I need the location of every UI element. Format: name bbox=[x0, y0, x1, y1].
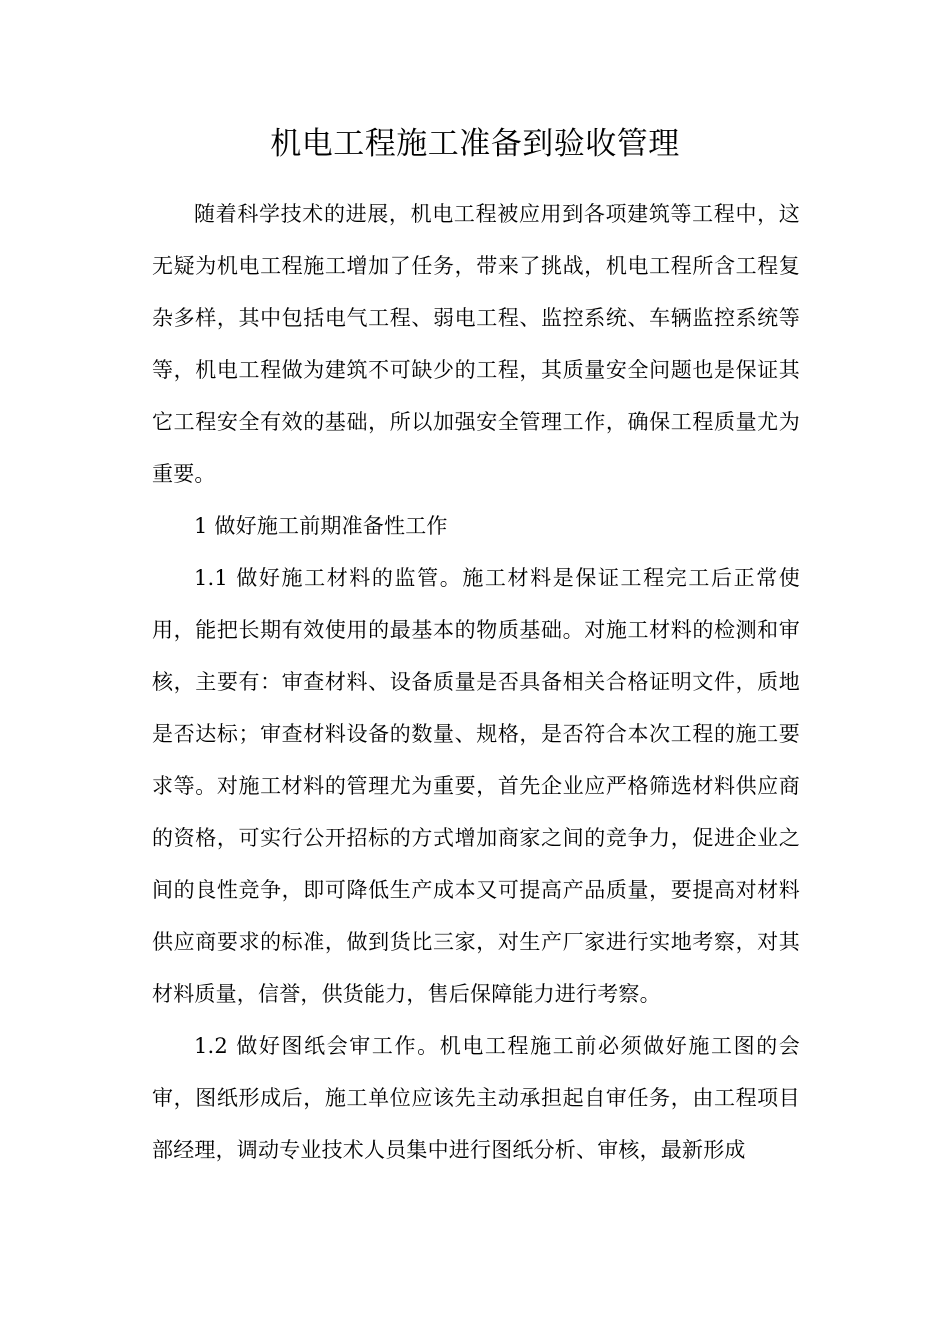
section-1-2-paragraph: 1.2 做好图纸会审工作。机电工程施工前必须做好施工图的会审，图纸形成后，施工单位应该先主动承担起自审任务，由工程项目部经理，调动专业技术人员集中进行图纸分析、审核，最新形成 bbox=[152, 1034, 800, 1162]
document-title: 机电工程施工准备到验收管理 bbox=[270, 126, 680, 162]
section-heading-1: 1 做好施工前期准备性工作 bbox=[194, 514, 448, 538]
document-body bbox=[152, 188, 800, 1176]
intro-paragraph: 随着科学技术的进展，机电工程被应用到各项建筑等工程中，这无疑为机电工程施工增加了任务，带来了挑战，机电工程所含工程复杂多样，其中包括电气工程、弱电工程、监控系统、车辆监控系统等等，机电工程做为建筑不可缺少的工程，其质量安全问题也是保证其它工程安全有效的基础，所以加强安全管理工作，确保工程质量尤为重要。 bbox=[152, 202, 800, 486]
section-1-1-paragraph: 1.1 做好施工材料的监管。施工材料是保证工程完工后正常使用，能把长期有效使用的最基本的物质基础。对施工材料的检测和审核，主要有：审查材料、设备质量是否具备相关合格证明文件，质地是否达标；审查材料设备的数量、规格，是否符合本次工程的施工要求等。对施工材料的管理尤为重要，首先企业应严格筛选材料供应商的资格，可实行公开招标的方式增加商家之间的竞争力，促进企业之间的良性竞争，即可降低生产成本又可提高产品质量，要提高对材料供应商要求的标准，做到货比三家，对生产厂家进行实地考察，对其材料质量，信誉，供货能力，售后保障能力进行考察。 bbox=[152, 566, 800, 1006]
